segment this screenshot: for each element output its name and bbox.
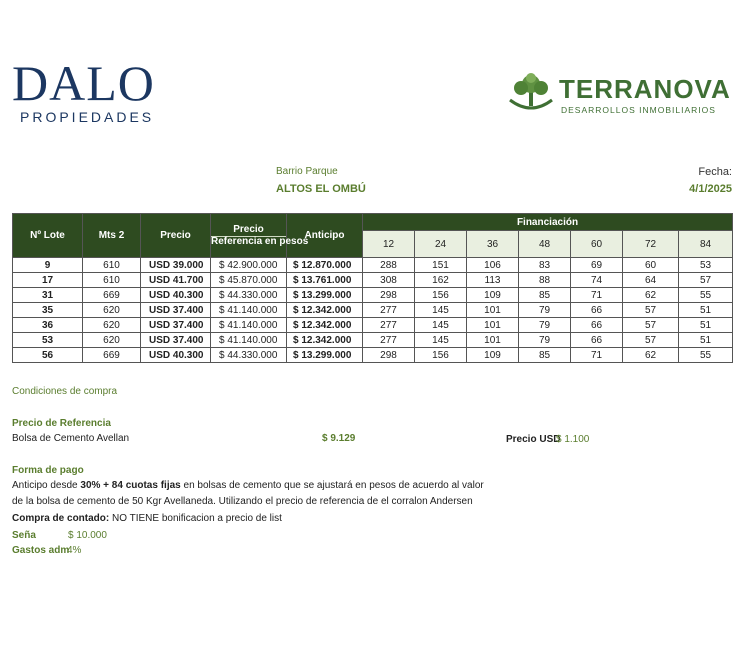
cuota-cell: 57 <box>679 273 733 288</box>
precio-usd-label: Precio USD <box>506 434 561 445</box>
lote-cell: 36 <box>13 318 83 333</box>
cuota-cell: 83 <box>519 258 571 273</box>
forma-pago-line-1a: Anticipo desde <box>12 480 81 491</box>
mts-cell: 620 <box>83 303 141 318</box>
cuota-cell: 277 <box>363 318 415 333</box>
header-month-84: 84 <box>679 231 733 258</box>
precio-cell: USD 40.300 <box>141 288 211 303</box>
precio-cell: USD 39.000 <box>141 258 211 273</box>
precio-referencia-cell: $ 44.330.000 <box>211 288 287 303</box>
price-table <box>12 213 733 363</box>
cuota-cell: 55 <box>679 288 733 303</box>
tree-icon <box>506 70 556 112</box>
cuota-cell: 69 <box>571 258 623 273</box>
cuota-cell: 277 <box>363 333 415 348</box>
cuota-cell: 53 <box>679 258 733 273</box>
precio-referencia-title: Precio de Referencia <box>12 418 111 429</box>
header-month-36: 36 <box>467 231 519 258</box>
header-month-48: 48 <box>519 231 571 258</box>
header-month-12: 12 <box>363 231 415 258</box>
forma-pago-line-1 <box>12 480 484 491</box>
header-lote: Nº Lote <box>13 214 83 258</box>
cuota-cell: 101 <box>467 303 519 318</box>
cuota-cell: 66 <box>571 333 623 348</box>
compra-contado-line <box>12 513 282 524</box>
cuota-cell: 109 <box>467 348 519 363</box>
forma-pago-title: Forma de pago <box>12 465 84 476</box>
header-financiacion: Financiación <box>363 214 733 231</box>
cuota-cell: 151 <box>415 258 467 273</box>
mts-cell: 620 <box>83 318 141 333</box>
bolsa-cemento-label: Bolsa de Cemento Avellan <box>12 433 130 444</box>
cuota-cell: 101 <box>467 318 519 333</box>
barrio-label: Barrio Parque <box>276 166 338 177</box>
precio-cell: USD 41.700 <box>141 273 211 288</box>
table-row <box>13 258 733 273</box>
anticipo-cell: $ 12.870.000 <box>287 258 363 273</box>
precio-referencia-cell: $ 44.330.000 <box>211 348 287 363</box>
cuota-cell: 162 <box>415 273 467 288</box>
cuota-cell: 79 <box>519 318 571 333</box>
precio-referencia-cell: $ 45.870.000 <box>211 273 287 288</box>
mts-cell: 669 <box>83 348 141 363</box>
forma-pago-highlight: 30% + 84 cuotas fijas <box>80 480 181 491</box>
table-row <box>13 288 733 303</box>
cuota-cell: 277 <box>363 303 415 318</box>
anticipo-cell: $ 12.342.000 <box>287 318 363 333</box>
cuota-cell: 51 <box>679 318 733 333</box>
mts-cell: 620 <box>83 333 141 348</box>
barrio-name: ALTOS EL OMBÚ <box>276 183 366 195</box>
cuota-cell: 113 <box>467 273 519 288</box>
cuota-cell: 55 <box>679 348 733 363</box>
table-row <box>13 333 733 348</box>
cuota-cell: 109 <box>467 288 519 303</box>
cuota-cell: 64 <box>623 273 679 288</box>
precio-referencia-cell: $ 41.140.000 <box>211 303 287 318</box>
anticipo-cell: $ 13.299.000 <box>287 348 363 363</box>
precio-cell: USD 40.300 <box>141 348 211 363</box>
cuota-cell: 308 <box>363 273 415 288</box>
sena-label: Seña <box>12 530 36 541</box>
table-row <box>13 318 733 333</box>
cuota-cell: 60 <box>623 258 679 273</box>
condiciones-title: Condiciones de compra <box>12 386 118 397</box>
table-row <box>13 303 733 318</box>
cuota-cell: 298 <box>363 288 415 303</box>
precio-referencia-cell: $ 41.140.000 <box>211 318 287 333</box>
cuota-cell: 145 <box>415 303 467 318</box>
header-precio-referencia <box>211 214 309 258</box>
cuota-cell: 57 <box>623 333 679 348</box>
cuota-cell: 85 <box>519 348 571 363</box>
compra-contado-label: Compra de contado: <box>12 513 110 524</box>
gastos-adm-label: Gastos adm <box>12 545 70 556</box>
cuota-cell: 101 <box>467 333 519 348</box>
precio-referencia-cell: $ 42.900.000 <box>211 258 287 273</box>
cuota-cell: 62 <box>623 348 679 363</box>
dalo-logo-subtitle: PROPIEDADES <box>20 109 155 125</box>
cuota-cell: 79 <box>519 303 571 318</box>
anticipo-cell: $ 13.299.000 <box>287 288 363 303</box>
header-anticipo: Anticipo <box>287 214 363 258</box>
cuota-cell: 298 <box>363 348 415 363</box>
precio-usd-value: $ 1.100 <box>556 434 590 445</box>
lote-cell: 9 <box>13 258 83 273</box>
fecha-value: 4/1/2025 <box>689 183 732 195</box>
forma-pago-line-1c: en bolsas de cemento que se ajustará en pesos de acuerdo al valor <box>180 480 484 491</box>
header-month-72: 72 <box>623 231 679 258</box>
header-month-60: 60 <box>571 231 623 258</box>
cuota-cell: 156 <box>415 348 467 363</box>
dalo-logo-word: DALO <box>12 55 155 111</box>
header-month-24: 24 <box>415 231 467 258</box>
cuota-cell: 57 <box>623 318 679 333</box>
cuota-cell: 156 <box>415 288 467 303</box>
precio-cell: USD 37.400 <box>141 318 211 333</box>
cuota-cell: 79 <box>519 333 571 348</box>
mts-cell: 610 <box>83 258 141 273</box>
precio-cell: USD 37.400 <box>141 303 211 318</box>
terranova-logo-subtitle: DESARROLLOS INMOBILIARIOS <box>561 105 716 115</box>
precio-referencia-cell: $ 41.140.000 <box>211 333 287 348</box>
fecha-label: Fecha: <box>698 166 732 178</box>
cuota-cell: 106 <box>467 258 519 273</box>
lote-cell: 35 <box>13 303 83 318</box>
header-mts: Mts 2 <box>83 214 141 258</box>
cuota-cell: 66 <box>571 303 623 318</box>
terranova-logo-word: TERRANOVA <box>559 74 731 104</box>
cuota-cell: 88 <box>519 273 571 288</box>
lote-cell: 17 <box>13 273 83 288</box>
cuota-cell: 57 <box>623 303 679 318</box>
cuota-cell: 145 <box>415 318 467 333</box>
lote-cell: 53 <box>13 333 83 348</box>
header-precio-referencia-top: Precio <box>211 225 286 237</box>
cuota-cell: 145 <box>415 333 467 348</box>
gastos-adm-value: 4% <box>67 545 82 556</box>
forma-pago-line-2: de la bolsa de cemento de 50 Kgr Avellaneda. Utilizando el precio de referencia de el corralon Andersen <box>12 496 473 507</box>
cuota-cell: 62 <box>623 288 679 303</box>
cuota-cell: 74 <box>571 273 623 288</box>
anticipo-cell: $ 12.342.000 <box>287 303 363 318</box>
cuota-cell: 51 <box>679 333 733 348</box>
table-row <box>13 273 733 288</box>
precio-cell: USD 37.400 <box>141 333 211 348</box>
lote-cell: 31 <box>13 288 83 303</box>
bolsa-cemento-value: $ 9.129 <box>322 433 356 444</box>
mts-cell: 610 <box>83 273 141 288</box>
cuota-cell: 71 <box>571 288 623 303</box>
mts-cell: 669 <box>83 288 141 303</box>
anticipo-cell: $ 13.761.000 <box>287 273 363 288</box>
table-row <box>13 348 733 363</box>
compra-contado-text: NO TIENE bonificacion a precio de list <box>109 513 282 524</box>
cuota-cell: 288 <box>363 258 415 273</box>
cuota-cell: 71 <box>571 348 623 363</box>
sena-value: $ 10.000 <box>68 530 107 541</box>
header-precio: Precio <box>141 214 211 258</box>
header-precio-referencia-bottom: Referencia en pesos <box>211 235 309 247</box>
lote-cell: 56 <box>13 348 83 363</box>
cuota-cell: 66 <box>571 318 623 333</box>
anticipo-cell: $ 12.342.000 <box>287 333 363 348</box>
cuota-cell: 85 <box>519 288 571 303</box>
cuota-cell: 51 <box>679 303 733 318</box>
